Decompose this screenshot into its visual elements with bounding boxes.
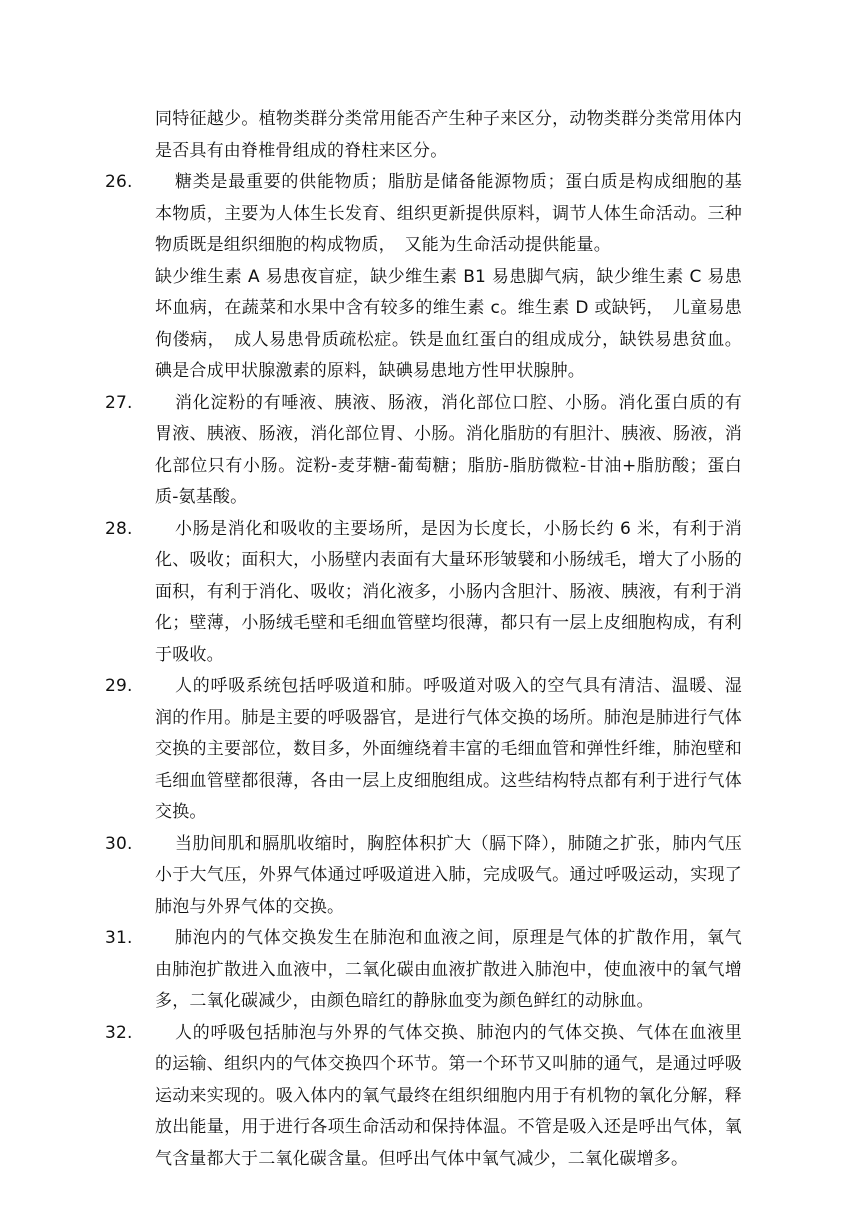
paragraph-text: 人的呼吸系统包括呼吸道和肺。呼吸道对吸入的空气具有清洁、温暖、湿润的作用。肺是主要的呼吸器官，是进行气体交换的场所。肺泡是肺进行气体交换的主要部位，数目多，外面缠绕着丰富的毛细血管和弹性纤维，肺泡壁和毛细血管壁都很薄，各由一层上皮细胞组成。这些结构特点都有利于进行气体交换。 xyxy=(155,676,742,822)
document-body xyxy=(105,104,742,1175)
paragraph-27 xyxy=(105,388,742,514)
item-number: 29. xyxy=(105,676,133,696)
paragraph-text: 当肋间肌和膈肌收缩时，胸腔体积扩大（膈下降），肺随之扩张，肺内气压小于大气压，外界气体通过呼吸道进入肺，完成吸气。通过呼吸运动，实现了肺泡与外界气体的交换。 xyxy=(155,833,742,917)
paragraph-text: 糖类是最重要的供能物质；脂肪是储备能源物质；蛋白质是构成细胞的基本物质，主要为人体生长发育、组织更新提供原料，调节人体生命活动。三种物质既是组织细胞的构成物质， 又能为生命活动提供能量。 xyxy=(155,172,742,255)
paragraph-text: 人的呼吸包括肺泡与外界的气体交换、肺泡内的气体交换、气体在血液里的运输、组织内的气体交换四个环节。第一个环节又叫肺的通气，是通过呼吸运动来实现的。吸入体内的氧气最终在组织细胞内用于有机物的氧化分解，释放出能量，用于进行各项生命活动和保持体温。不管是吸入还是呼出气体，氧气含量都大于二氧化碳含量。但呼出气体中氧气减少，二氧化碳增多。 xyxy=(155,1022,742,1169)
paragraph-text: 缺少维生素 A 易患夜盲症，缺少维生素 B1 易患脚气病，缺少维生素 C 易患坏血病，在蔬菜和水果中含有较多的维生素 c。维生素 D 或缺钙， 儿童易患佝偻病， 成人易患骨质疏松症。铁是血红蛋白的组成成分，缺铁易患贫血。碘是合成甲状腺激素的原料，缺碘易患地方性甲状腺肿。 xyxy=(155,266,742,381)
paragraph-text: 消化淀粉的有唾液、胰液、肠液，消化部位口腔、小肠。消化蛋白质的有胃液、胰液、肠液，消化部位胃、小肠。消化脂肪的有胆汁、胰液、肠液，消化部位只有小肠。淀粉-麦芽糖-葡萄糖；脂肪-脂肪微粒-甘油+脂肪酸；蛋白质-氨基酸。 xyxy=(155,392,742,507)
paragraph-continued xyxy=(130,104,742,167)
item-number: 27. xyxy=(105,392,133,413)
paragraph-text: 肺泡内的气体交换发生在肺泡和血液之间，原理是气体的扩散作用，氧气由肺泡扩散进入血液中，二氧化碳由血液扩散进入肺泡中，使血液中的氧气增多，二氧化碳减少，由颜色暗红的静脉血变为颜色鲜红的动脉血。 xyxy=(155,928,742,1011)
paragraph-32 xyxy=(105,1018,742,1176)
paragraph-text: 小肠是消化和吸收的主要场所，是因为长度长，小肠长约 6 米，有利于消化、吸收；面积大，小肠壁内表面有大量环形皱襞和小肠绒毛，增大了小肠的面积，有利于消化、吸收；消化液多，小肠内含胆汁、肠液、胰液，有利于消化；壁薄，小肠绒毛壁和毛细血管壁均很薄，都只有一层上皮细胞构成，有利于吸收。 xyxy=(155,518,742,665)
paragraph-28 xyxy=(105,514,742,672)
item-number: 30. xyxy=(105,833,133,854)
item-number: 26. xyxy=(105,172,133,192)
paragraph-26 xyxy=(105,167,742,262)
paragraph-30 xyxy=(105,829,742,924)
paragraph-26-vitamins xyxy=(130,262,742,388)
item-number: 32. xyxy=(105,1022,133,1043)
item-number: 28. xyxy=(105,518,133,539)
paragraph-text: 同特征越少。植物类群分类常用能否产生种子来区分，动物类群分类常用体内是否具有由脊椎骨组成的脊柱来区分。 xyxy=(155,109,742,161)
paragraph-31 xyxy=(105,923,742,1018)
item-number: 31. xyxy=(105,928,133,948)
paragraph-29 xyxy=(105,671,742,829)
